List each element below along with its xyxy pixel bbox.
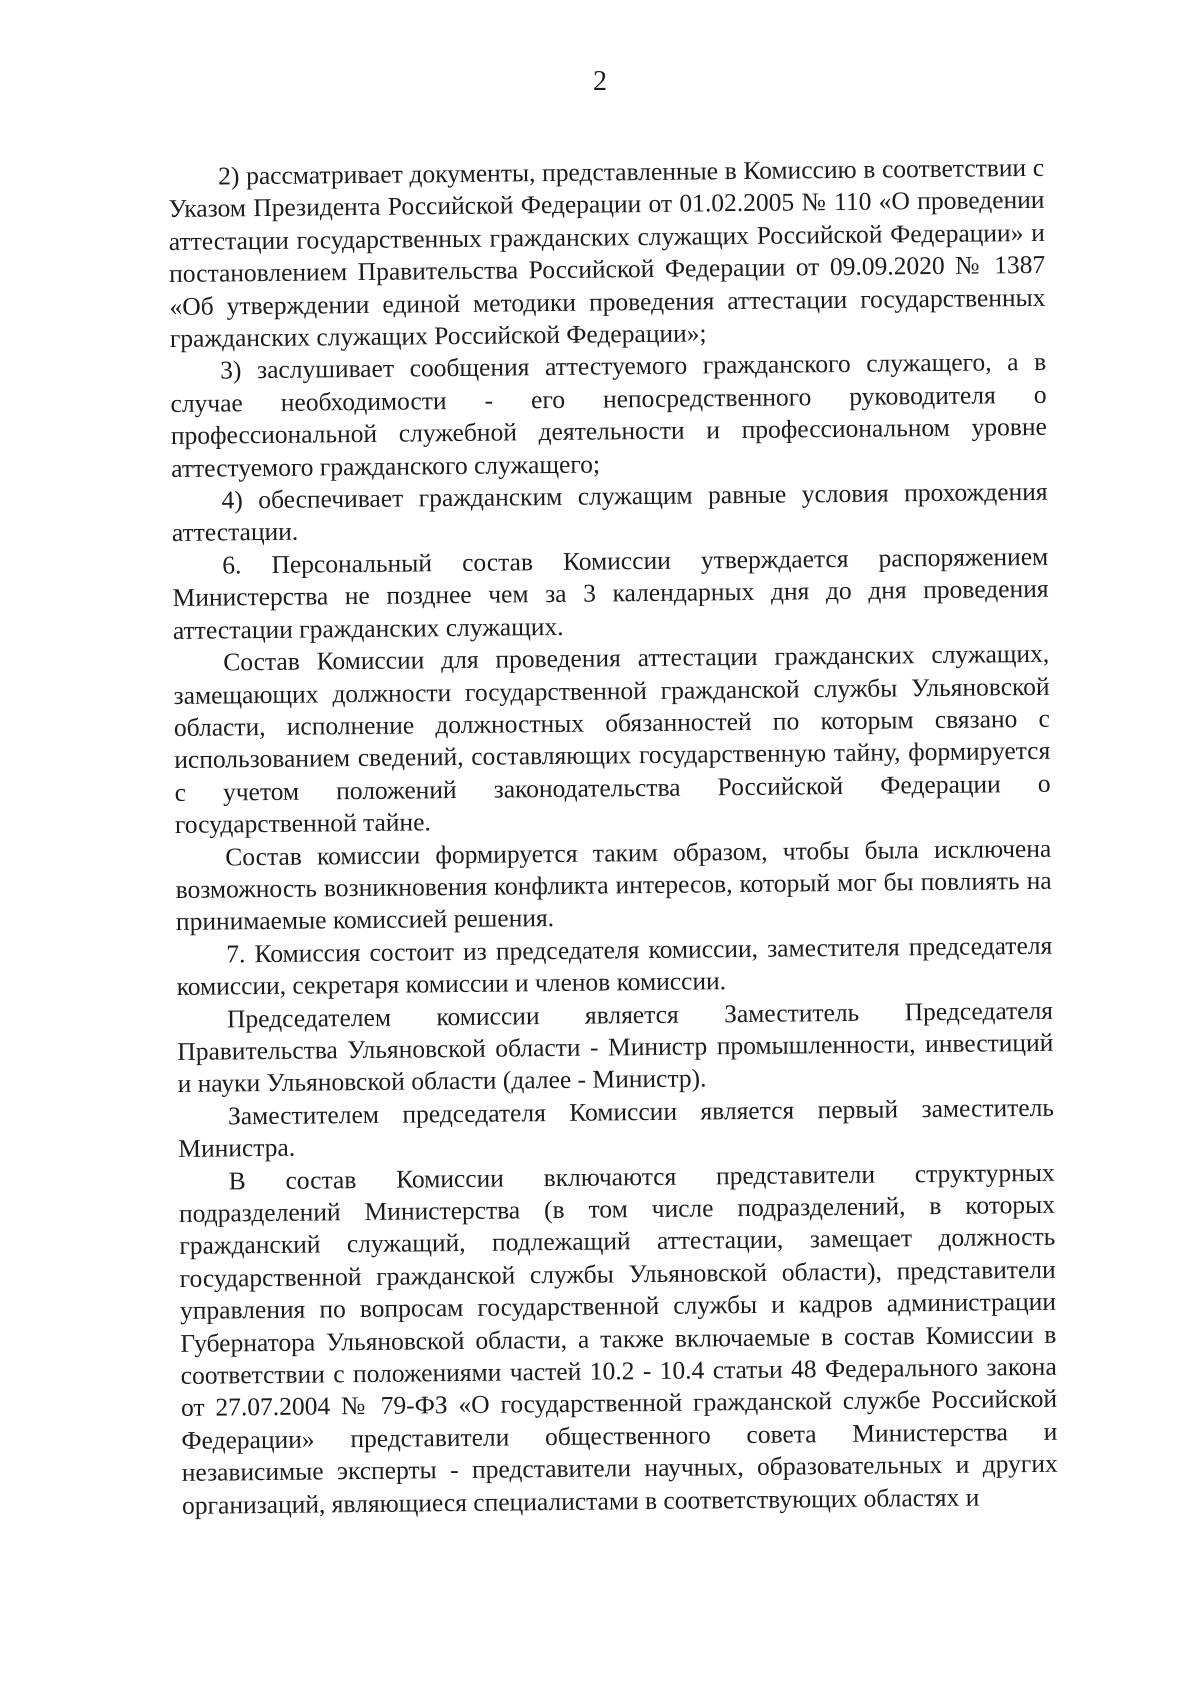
paragraph-section-7: 7. Комиссия состоит из председателя комиссии, заместителя председателя комиссии, секретаря комиссии и членов комиссии. (176, 930, 1053, 1002)
document-body (168, 152, 1058, 1522)
paragraph-section-6: 6. Персональный состав Комиссии утверждается распоряжением Министерства не позднее чем за 3 календарных дня до дня проведения аттестации гражданских служащих. (172, 541, 1049, 645)
paragraph-chairman: Председателем комиссии является Заместитель Председателя Правительства Ульяновской области - Министр промышленности, инвестиций и науки Ульяновской области (далее - Министр). (177, 995, 1054, 1099)
paragraph-item-3: 3) заслушивает сообщения аттестуемого гражданского служащего, а в случае необходимости - его непосредственного руководителя о профессиональной служебной деятельности и профессиональном уровне аттестуемого гражданского служащего; (170, 347, 1047, 483)
paragraph-state-secret: Состав Комиссии для проведения аттестации гражданских служащих, замещающих должности государственной гражданской службы Ульяновской области, исполнение должностных обязанностей по которым связано с использованием сведений, составляющих государственную тайну, формируется с учетом положений законодательства Российской Федерации о государственной тайне. (173, 638, 1051, 840)
paragraph-conflict-of-interest: Состав комиссии формируется таким образом, чтобы была исключена возможность возникновения конфликта интересов, который мог бы повлиять на принимаемые комиссией решения. (175, 833, 1052, 937)
paragraph-item-4: 4) обеспечивает гражданским служащим равные условия прохождения аттестации. (171, 476, 1048, 548)
page-number: 2 (593, 66, 607, 97)
paragraph-deputy-chairman: Заместителем председателя Комиссии является первый заместитель Министра. (178, 1092, 1055, 1164)
paragraph-item-2: 2) рассматривает документы, представленные в Комиссию в соответствии с Указом Президента Российской Федерации от 01.02.2005 № 110 «О проведении аттестации государственных гражданских служащих Российской Федерации» и постановлением Правительства Российской Федерации от 09.09.2020 № 1387 «Об утверждении единой методики проведения аттестации государственных гражданских служащих Российской Федерации»; (168, 152, 1046, 354)
paragraph-members: В состав Комиссии включаются представители структурных подразделений Министерства (в том числе подразделений, в которых гражданский служащий, подлежащий аттестации, замещает должность государственной гражданской службы Ульяновской области), представители управления по вопросам государственной службы и кадров администрации Губернатора Ульяновской области, а также включаемые в состав Комиссии в соответствии с положениями частей 10.2 - 10.4 статьи 48 Федерального закона от 27.07.2004 № 79-ФЗ «О государственной гражданской службе Российской Федерации» представители общественного совета Министерства и независимые эксперты - представители научных, образовательных и других организаций, являющиеся специалистами в соответствующих областях и (178, 1157, 1058, 1520)
